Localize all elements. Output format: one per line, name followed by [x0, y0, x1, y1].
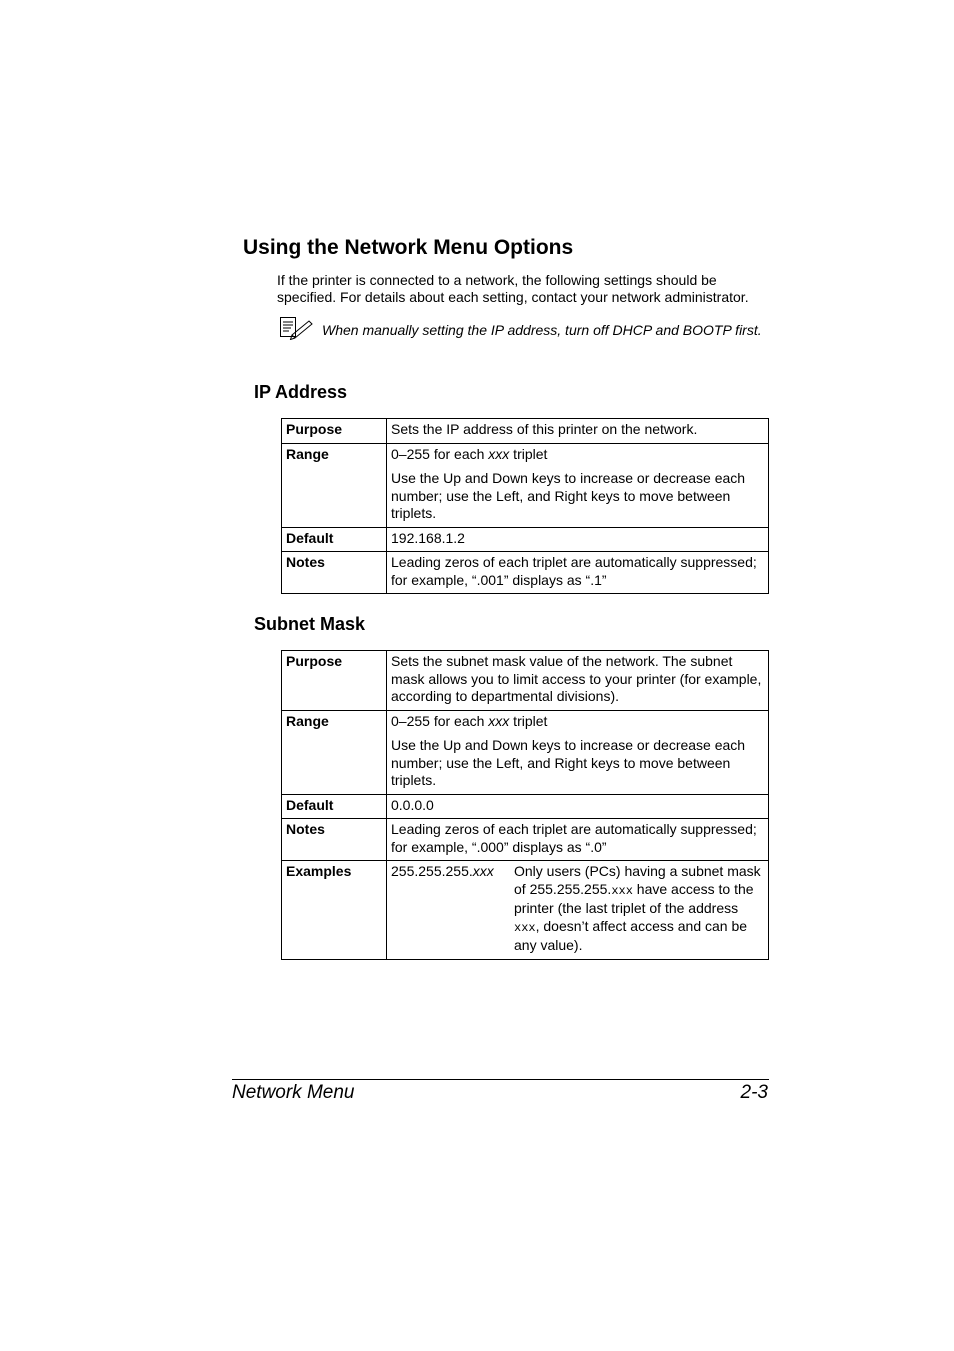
ip-address-table — [281, 418, 769, 594]
table-row — [282, 527, 769, 552]
row-key: Examples — [282, 861, 387, 960]
note-text: When manually setting the IP address, turn off DHCP and BOOTP first. — [322, 322, 762, 338]
footer-divider — [232, 1079, 769, 1080]
row-key: Notes — [282, 552, 387, 594]
range-instructions: Use the Up and Down keys to increase or decrease each number; use the Left, and Right keys to move between triplets. — [391, 470, 746, 521]
table-row — [282, 794, 769, 819]
row-value — [387, 710, 769, 794]
row-value: Sets the subnet mask value of the network. The subnet mask allows you to limit access to your printer (for example, according to departmental divisions). — [387, 651, 769, 711]
row-key: Notes — [282, 819, 387, 861]
footer-section-title: Network Menu — [232, 1082, 355, 1103]
table-row — [282, 710, 769, 794]
row-key: Range — [282, 710, 387, 794]
ip-address-heading: IP Address — [254, 382, 348, 402]
example-value: 255.255.255.xxx — [391, 863, 494, 879]
row-key: Range — [282, 443, 387, 527]
row-value: 0.0.0.0 — [387, 794, 769, 819]
page-title: Using the Network Menu Options — [243, 236, 574, 259]
row-key: Purpose — [282, 651, 387, 711]
range-line: 0–255 for each xxx triplet — [391, 445, 548, 462]
table-row — [282, 861, 769, 960]
row-value: Leading zeros of each triplet are automatically suppressed; for example, “.000” displays as “.0” — [387, 819, 769, 861]
range-instructions: Use the Up and Down keys to increase or decrease each number; use the Left, and Right keys to move between triplets. — [391, 737, 746, 788]
subnet-mask-heading: Subnet Mask — [254, 614, 366, 634]
row-value: Leading zeros of each triplet are automatically suppressed; for example, “.001” displays as “.1” — [387, 552, 769, 594]
note-pencil-icon — [278, 316, 314, 340]
intro-paragraph: If the printer is connected to a network, the following settings should be specified. For details about each setting, contact your network administrator. — [277, 272, 749, 305]
page-number: 2-3 — [740, 1082, 768, 1103]
table-row — [282, 443, 769, 527]
row-value: Sets the IP address of this printer on the network. — [387, 419, 769, 444]
row-value: 192.168.1.2 — [387, 527, 769, 552]
row-key: Default — [282, 794, 387, 819]
range-line: 0–255 for each xxx triplet — [391, 712, 548, 729]
row-key: Purpose — [282, 419, 387, 444]
row-key: Default — [282, 527, 387, 552]
table-row — [282, 419, 769, 444]
table-row — [282, 819, 769, 861]
example-description: Only users (PCs) having a subnet mask of 255.255.255.xxx have access to the printer (the last triplet of the address xxx, doesn’t affect access and can be any value). — [514, 863, 761, 953]
subnet-mask-table — [281, 650, 769, 960]
table-row — [282, 651, 769, 711]
table-row — [282, 552, 769, 594]
row-value — [387, 443, 769, 527]
row-value — [387, 861, 769, 960]
